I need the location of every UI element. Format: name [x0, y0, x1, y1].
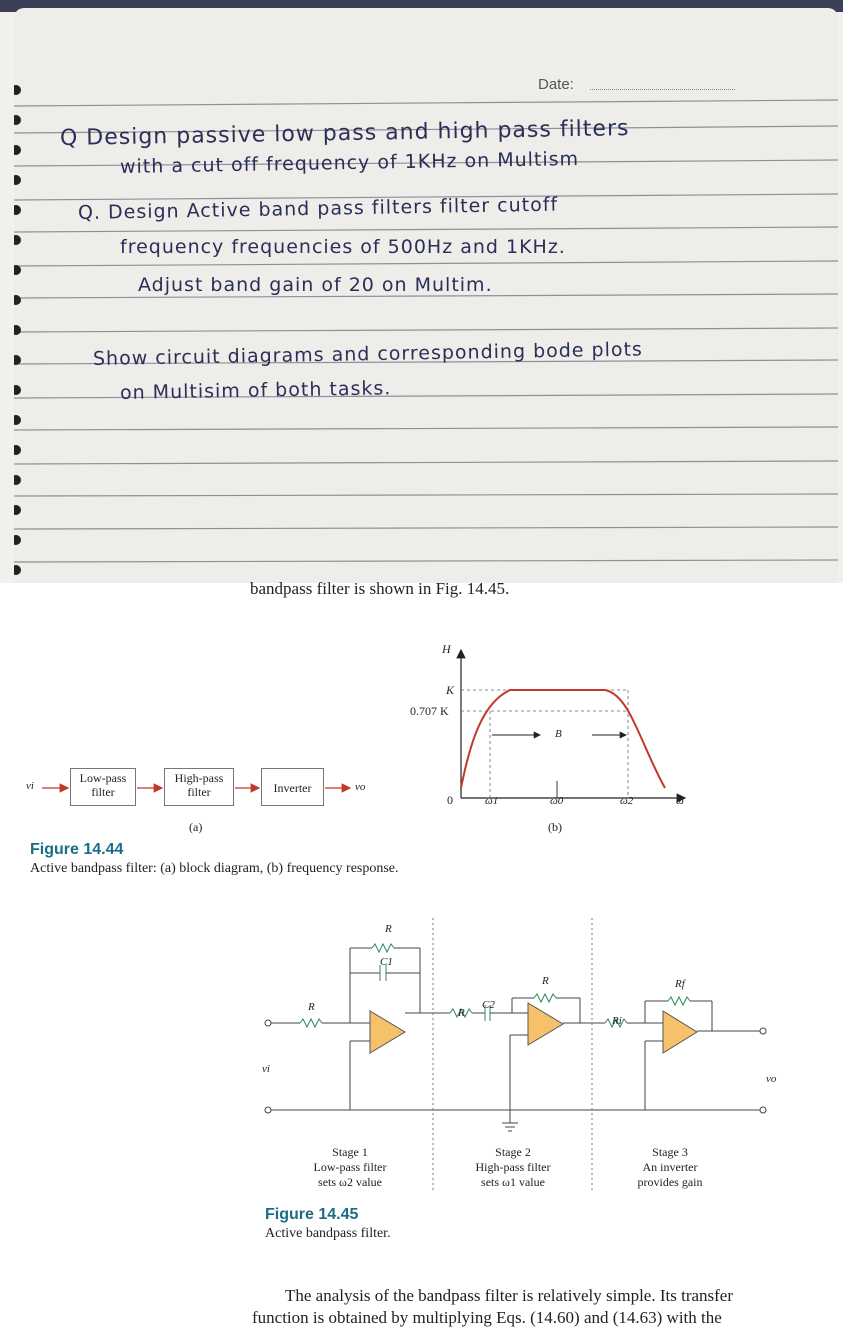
handwritten-line-7: on Multisim of both tasks. — [119, 377, 392, 404]
plot-x-axis-label: ω — [676, 795, 684, 807]
analysis-line-2: function is obtained by multiplying Eqs. (14.60) and (14.63) with the — [252, 1308, 722, 1327]
stage-3-description — [610, 1145, 730, 1190]
label-c2: C2 — [482, 999, 495, 1011]
figure-14-45-circuit — [0, 583, 843, 1317]
fig44-sub-a: (a) — [189, 820, 203, 834]
inverter-block: Inverter — [261, 768, 324, 806]
fig44-output-label: vo — [355, 781, 366, 793]
handwritten-line-6: Show circuit diagrams and corresponding bode plots — [92, 338, 644, 370]
figure-14-44-caption: Active bandpass filter: (a) block diagram, (b) frequency response. — [30, 861, 399, 876]
plot-y-axis-label: H — [442, 642, 451, 656]
fig45-input-label: vi — [262, 1063, 270, 1075]
stage-3-line3: provides gain — [637, 1175, 703, 1189]
low-pass-filter-block: Low-pass filter — [70, 768, 136, 806]
plot-bandwidth-label: B — [555, 728, 562, 740]
stage-3-line2: An inverter — [642, 1160, 698, 1174]
stage-2-line3: sets ω1 value — [481, 1175, 545, 1189]
figure-14-45-label: Figure 14.45 — [265, 1206, 359, 1223]
textbook-page — [0, 579, 843, 1327]
stage-1-description — [290, 1145, 410, 1190]
stage-2-title: Stage 2 — [495, 1145, 531, 1159]
label-rf: Rf — [675, 978, 685, 990]
figure-14-45-caption: Active bandpass filter. — [265, 1226, 391, 1241]
plot-tick-w1: ω1 — [485, 795, 499, 807]
analysis-line-1: The analysis of the bandpass filter is relatively simple. Its transfer — [285, 1286, 734, 1305]
fig44-sub-b: (b) — [548, 820, 562, 834]
plot-tick-w0: ω0 — [550, 795, 564, 807]
stage-2-description — [453, 1145, 573, 1190]
notebook-photo — [0, 0, 843, 583]
plot-tick-w2: ω2 — [620, 795, 634, 807]
handwritten-line-1: Q Design passive low pass and high pass filters — [59, 116, 630, 151]
figure-14-44-label: Figure 14.44 — [30, 841, 124, 858]
stage-2-line2: High-pass filter — [475, 1160, 551, 1174]
label-r3: R — [458, 1007, 465, 1019]
high-pass-filter-block: High-pass filter — [164, 768, 234, 806]
stage-1-title: Stage 1 — [332, 1145, 368, 1159]
plot-k707-label: 0.707 K — [410, 704, 449, 718]
label-r4: R — [542, 975, 549, 987]
stage-1-line2: Low-pass filter — [313, 1160, 387, 1174]
stage-3-title: Stage 3 — [652, 1145, 688, 1159]
handwritten-line-2: with a cut off frequency of 1KHz on Multism — [119, 147, 580, 178]
label-r2: R — [308, 1001, 315, 1013]
fig45-output-label: vo — [766, 1073, 777, 1085]
fig44-input-label: vi — [26, 780, 34, 792]
intro-line: bandpass filter is shown in Fig. 14.45. — [250, 579, 510, 598]
label-r1: R — [385, 923, 392, 935]
plot-origin-label: 0 — [447, 793, 453, 807]
date-label: Date: — [538, 76, 574, 93]
stage-1-line3: sets ω2 value — [318, 1175, 382, 1189]
label-ri: Ri — [612, 1015, 622, 1027]
plot-k-label: K — [446, 683, 455, 697]
label-c1: C1 — [380, 956, 393, 968]
handwritten-line-3: Q. Design Active band pass filters filter cutoff — [77, 193, 559, 224]
date-line — [590, 89, 735, 90]
handwritten-line-4: frequency frequencies of 500Hz and 1KHz. — [120, 236, 566, 258]
handwritten-line-5: Adjust band gain of 20 on Multim. — [138, 274, 493, 296]
